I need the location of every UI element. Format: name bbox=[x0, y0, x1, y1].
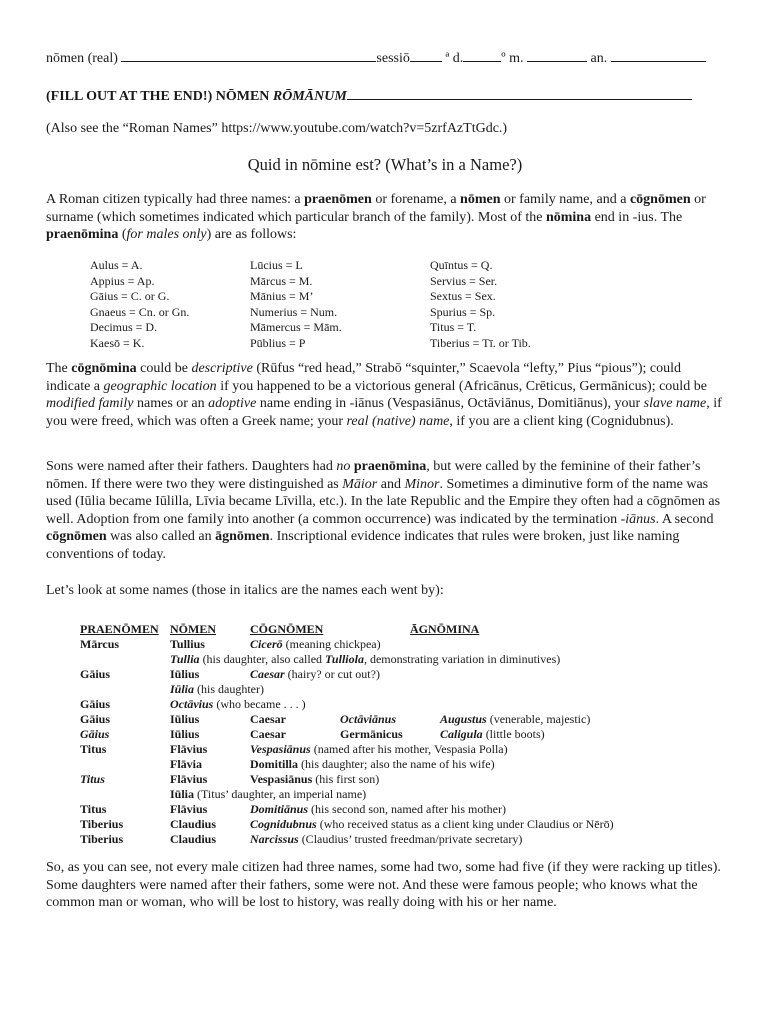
praenomen-item: Spurius = Sp. bbox=[430, 304, 496, 319]
praenomen-item: Kaesō = K. bbox=[90, 335, 145, 350]
names-table-header bbox=[80, 622, 720, 637]
praenomen-item: Titus = T. bbox=[430, 320, 477, 334]
year-label: an. bbox=[590, 51, 608, 66]
table-row: Mārcus Tullius Cicerō (meaning chickpea) bbox=[80, 637, 381, 651]
table-row: Tiberius Claudius Cognidubnus (who received status as a client king under Claudius or Nērō) bbox=[80, 817, 614, 831]
header-cognomen: CŌGNŌMEN bbox=[250, 622, 324, 636]
table-row: Iūlia (his daughter) bbox=[170, 682, 264, 696]
see-also-line: (Also see the “Roman Names” https://www.youtube.com/watch?v=5zrfAzTtGdc.) bbox=[46, 121, 508, 136]
table-row: Titus Flāvius Vespasiānus (his first son) bbox=[80, 772, 380, 786]
table-row: Tiberius Claudius Narcissus (Claudius’ trusted freedman/private secretary) bbox=[80, 832, 523, 846]
page-title: Quid in nōmine est? (What’s in a Name?) bbox=[247, 155, 523, 174]
table-row: Gāius Iūlius Caesar Germānicus Caligula (little boots) bbox=[80, 727, 545, 741]
name-date-line bbox=[46, 48, 724, 67]
praenomen-item: Pūblius = P bbox=[250, 335, 306, 350]
roman-name-label-italic: RŌMĀNUM bbox=[272, 89, 347, 104]
roman-name-line bbox=[46, 86, 724, 105]
praenomen-item: Mārcus = M. bbox=[250, 273, 313, 288]
roman-name-label: (FILL OUT AT THE END!) NŌMEN bbox=[46, 89, 273, 104]
roman-name-blank[interactable] bbox=[347, 86, 692, 100]
header-agnomina: ĀGNŌMINA bbox=[410, 622, 480, 636]
praenomen-item: Aulus = A. bbox=[90, 258, 143, 272]
header-nomen: NŌMEN bbox=[170, 622, 216, 636]
table-row: Iūlia (Titus’ daughter, an imperial name) bbox=[170, 787, 367, 801]
praenomen-item: Servius = Ser. bbox=[430, 273, 498, 288]
table-row: Titus Flāvius Vespasiānus (named after his mother, Vespasia Polla) bbox=[80, 742, 508, 756]
month-blank[interactable] bbox=[527, 48, 587, 62]
session-blank[interactable] bbox=[410, 48, 442, 62]
praenomen-item: Gāius = C. or G. bbox=[90, 289, 170, 303]
intro-paragraph: A Roman citizen typically had three names: a praenōmen or forename, a nōmen or family name, and a cōgnōmen or surname (which sometimes indicated which particular branch of the family). Most of the nōmina end in -ius. The praenōmina (for males only) are as follows: bbox=[46, 192, 706, 243]
day-blank[interactable] bbox=[463, 48, 501, 62]
praenomen-item: Appius = Ap. bbox=[90, 273, 155, 288]
names-table bbox=[80, 622, 720, 847]
praenomen-item: Decimus = D. bbox=[90, 320, 158, 334]
praenomina-column-2 bbox=[250, 258, 342, 351]
table-row: Gāius Iūlius Caesar Octāviānus Augustus (venerable, majestic) bbox=[80, 712, 591, 726]
month-label: º m. bbox=[501, 51, 524, 66]
year-blank[interactable] bbox=[611, 48, 706, 62]
table-row: Gāius Iūlius Caesar (hairy? or cut out?) bbox=[80, 667, 380, 681]
conclusion-paragraph: So, as you can see, not every male citizen had three names, some had two, some had five (if they were racking up titles). Some daughters were named after their fathers, some were not. And these were famous people; who knows what the common man or woman, who will be lost to history, was really doing with his or her name. bbox=[46, 860, 721, 911]
praenomen-item: Mānius = M’ bbox=[250, 289, 314, 303]
header-praenomen: PRAENŌMEN bbox=[80, 622, 159, 636]
real-name-label: nōmen (real) bbox=[46, 51, 118, 66]
sons-daughters-paragraph: Sons were named after their fathers. Daughters had no praenōmina, but were called by the feminine of their father’s nōmen. If there were two they were distinguished as Māior and Minor. Sometimes a diminutive form of the name was used (Iūlia became Iūlilla, Līvia became Līvilla, etc.). In the late Republic and the Empire they often had a cōgnōmen as well. Adoption from one family into another (a common occurrence) was indicated by the termination -iānus. A second cōgnōmen was also called an āgnōmen. Inscriptional evidence indicates that rules were broken, just like naming conventions of today. bbox=[46, 459, 721, 562]
praenomen-item: Sextus = Sex. bbox=[430, 289, 496, 303]
table-row: Gāius Octāvius (who became . . . ) bbox=[80, 697, 306, 711]
praenomen-item: Quīntus = Q. bbox=[430, 258, 493, 272]
table-row: Tullia (his daughter, also called Tulliola, demonstrating variation in diminutives) bbox=[170, 652, 561, 666]
session-label: sessiō bbox=[376, 51, 410, 66]
cognomina-paragraph: The cōgnōmina could be descriptive (Rūfus “red head,” Strabō “squinter,” Scaevola “lefty,” Pius “pious”); could indicate a geographic location if you happened to be a victorious general (Africānus, Crēticus, Germānicus); could be modified family names or an adoptive name ending in -iānus (Vespasiānus, Octāviānus, Domitiānus), your slave name, if you were freed, which was often a Greek name; your real (native) name, if you are a client king (Cognidubnus). bbox=[46, 361, 722, 429]
praenomen-item: Numerius = Num. bbox=[250, 304, 338, 319]
table-row: Flāvia Domitilla (his daughter; also the name of his wife) bbox=[170, 757, 495, 771]
day-label: ª d. bbox=[445, 51, 464, 66]
real-name-blank[interactable] bbox=[121, 48, 376, 62]
praenomina-column-3 bbox=[430, 258, 531, 351]
praenomen-item: Gnaeus = Cn. or Gn. bbox=[90, 304, 190, 319]
praenomen-item: Māmercus = Mām. bbox=[250, 320, 342, 334]
praenomina-column-1 bbox=[90, 258, 189, 351]
names-intro: Let’s look at some names (those in italics are the names each went by): bbox=[46, 583, 444, 598]
praenomen-item: Tiberius = Tī. or Tib. bbox=[430, 335, 531, 350]
table-row: Titus Flāvius Domitiānus (his second son, named after his mother) bbox=[80, 802, 506, 816]
praenomen-item: Lūcius = L bbox=[250, 258, 303, 272]
